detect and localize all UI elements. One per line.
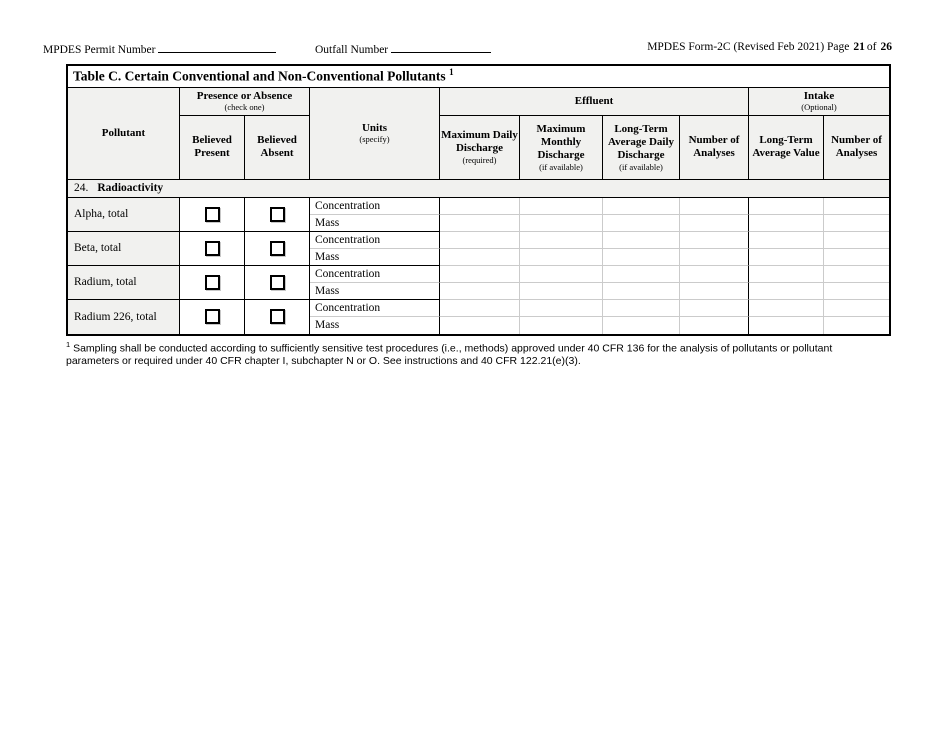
col-header-max-monthly-discharge xyxy=(520,116,603,180)
data-cell[interactable] xyxy=(520,283,603,300)
max-daily-label: Maximum Daily Discharge xyxy=(441,129,518,155)
num-analyses-label: Number of Analyses xyxy=(688,134,740,160)
col-group-intake xyxy=(749,88,889,116)
col-header-intake-number-of-analyses xyxy=(824,116,889,180)
data-cell[interactable] xyxy=(749,215,824,232)
col-header-longterm-avg-daily-discharge xyxy=(603,116,680,180)
table-row xyxy=(68,300,889,317)
col-header-longterm-avg-value xyxy=(749,116,824,180)
data-cell[interactable] xyxy=(440,300,520,317)
believed-present-cell xyxy=(180,300,245,334)
presence-group-note: (check one) xyxy=(224,102,265,113)
data-cell[interactable] xyxy=(603,317,680,334)
col-header-number-of-analyses xyxy=(680,116,749,180)
believed-present-checkbox[interactable] xyxy=(205,309,220,324)
section-row-radioactivity xyxy=(68,180,889,198)
form-info-prefix: MPDES Form-2C (Revised Feb 2021) Page xyxy=(647,41,850,53)
data-cell[interactable] xyxy=(440,249,520,266)
believed-absent-cell xyxy=(245,198,310,232)
lt-avg-daily-label: Long-Term Average Daily Discharge xyxy=(607,122,675,161)
page-number: 21 xyxy=(853,41,865,53)
data-cell[interactable] xyxy=(749,300,824,317)
data-cell[interactable] xyxy=(520,266,603,283)
intake-group-label: Intake xyxy=(803,89,835,102)
outfall-number-field xyxy=(315,41,491,56)
col-header-believed-present xyxy=(180,116,245,180)
units-concentration-label: Concentration xyxy=(310,198,440,215)
units-concentration-label: Concentration xyxy=(310,266,440,283)
units-mass-label: Mass xyxy=(310,317,440,334)
footnote xyxy=(66,341,887,367)
data-cell[interactable] xyxy=(680,266,749,283)
col-header-units xyxy=(310,88,440,180)
data-cell[interactable] xyxy=(680,215,749,232)
data-cell[interactable] xyxy=(680,283,749,300)
data-cell[interactable] xyxy=(680,249,749,266)
data-cell[interactable] xyxy=(749,198,824,215)
col-group-effluent xyxy=(440,88,749,116)
believed-present-checkbox[interactable] xyxy=(205,207,220,222)
believed-absent-checkbox[interactable] xyxy=(270,207,285,222)
units-header-label: Units xyxy=(361,121,388,134)
units-concentration-label: Concentration xyxy=(310,232,440,249)
units-concentration-label: Concentration xyxy=(310,300,440,317)
data-cell[interactable] xyxy=(749,283,824,300)
table-row xyxy=(68,232,889,249)
footnote-text: Sampling shall be conducted according to sufficiently sensitive test procedures (i.e., methods) approved under 40 CFR 136 for the analysis of pollutants or pollutant parameters or required under 40 CFR chapter I, subchapter N or O. See instructions and 40 CFR 122.21(e)(3). xyxy=(66,342,833,367)
data-cell[interactable] xyxy=(824,215,889,232)
data-cell[interactable] xyxy=(520,300,603,317)
footnote-ref: 1 xyxy=(66,340,71,349)
data-cell[interactable] xyxy=(824,232,889,249)
believed-absent-cell xyxy=(245,300,310,334)
data-cell[interactable] xyxy=(603,300,680,317)
data-cell[interactable] xyxy=(440,283,520,300)
units-mass-label: Mass xyxy=(310,215,440,232)
section-title: Radioactivity xyxy=(97,182,164,195)
outfall-number-blank[interactable] xyxy=(391,41,491,53)
believed-absent-checkbox[interactable] xyxy=(270,275,285,290)
data-cell[interactable] xyxy=(520,215,603,232)
form-info xyxy=(647,41,894,53)
data-cell[interactable] xyxy=(520,317,603,334)
data-cell[interactable] xyxy=(749,317,824,334)
table-row xyxy=(68,266,889,283)
units-mass-label: Mass xyxy=(310,283,440,300)
data-cell[interactable] xyxy=(824,300,889,317)
col-group-presence-absence xyxy=(180,88,310,116)
believed-present-checkbox[interactable] xyxy=(205,275,220,290)
believed-absent-cell xyxy=(245,232,310,266)
units-mass-label: Mass xyxy=(310,249,440,266)
col-header-believed-absent xyxy=(245,116,310,180)
effluent-group-label: Effluent xyxy=(574,94,614,107)
believed-absent-cell xyxy=(245,266,310,300)
data-cell[interactable] xyxy=(603,198,680,215)
believed-absent-checkbox[interactable] xyxy=(270,309,285,324)
total-pages: 26 xyxy=(880,41,892,53)
data-cell[interactable] xyxy=(520,198,603,215)
data-cell[interactable] xyxy=(749,266,824,283)
data-cell[interactable] xyxy=(824,249,889,266)
data-cell[interactable] xyxy=(440,266,520,283)
data-cell[interactable] xyxy=(749,232,824,249)
believed-present-cell xyxy=(180,266,245,300)
data-cell[interactable] xyxy=(824,283,889,300)
permit-number-label: MPDES Permit Number xyxy=(43,44,156,56)
data-cell[interactable] xyxy=(440,215,520,232)
believed-present-checkbox[interactable] xyxy=(205,241,220,256)
data-cell[interactable] xyxy=(680,198,749,215)
data-cell[interactable] xyxy=(680,232,749,249)
units-header-note: (specify) xyxy=(359,134,390,145)
data-cell[interactable] xyxy=(520,249,603,266)
pollutant-name-radium-226-total: Radium 226, total xyxy=(68,300,180,334)
pollutant-header-label: Pollutant xyxy=(101,126,146,139)
data-cell[interactable] xyxy=(440,198,520,215)
page-header xyxy=(0,41,950,57)
max-monthly-note: (if available) xyxy=(539,161,583,172)
pollutant-name-alpha-total: Alpha, total xyxy=(68,198,180,232)
pollutant-name-beta-total: Beta, total xyxy=(68,232,180,266)
data-cell[interactable] xyxy=(680,317,749,334)
data-cell[interactable] xyxy=(603,232,680,249)
believed-present-label: Believed Present xyxy=(192,134,232,160)
believed-present-cell xyxy=(180,232,245,266)
believed-present-cell xyxy=(180,198,245,232)
permit-number-blank[interactable] xyxy=(158,41,276,53)
table-title xyxy=(68,66,889,88)
data-cell[interactable] xyxy=(824,266,889,283)
data-cell[interactable] xyxy=(824,317,889,334)
lt-avg-daily-note: (if available) xyxy=(619,161,663,172)
table-c xyxy=(66,64,891,336)
title-footnote-ref: 1 xyxy=(449,67,454,77)
max-monthly-label: Maximum Monthly Discharge xyxy=(536,122,586,161)
pollutant-name-radium-total: Radium, total xyxy=(68,266,180,300)
data-cell[interactable] xyxy=(824,198,889,215)
permit-number-field xyxy=(43,41,276,56)
of-word: of xyxy=(866,41,877,53)
data-cell[interactable] xyxy=(603,283,680,300)
max-daily-note: (required) xyxy=(462,155,497,166)
intake-group-note: (Optional) xyxy=(801,102,837,113)
data-cell[interactable] xyxy=(520,232,603,249)
believed-absent-checkbox[interactable] xyxy=(270,241,285,256)
intake-num-analyses-label: Number of Analyses xyxy=(831,134,882,160)
data-cell[interactable] xyxy=(603,215,680,232)
col-header-max-daily-discharge xyxy=(440,116,520,180)
data-cell[interactable] xyxy=(440,232,520,249)
lt-avg-value-label: Long-Term Average Value xyxy=(752,134,820,160)
table-title-text: Table C. Certain Conventional and Non-Conventional Pollutants xyxy=(73,68,446,84)
data-cell[interactable] xyxy=(440,317,520,334)
data-cell[interactable] xyxy=(603,266,680,283)
table-row xyxy=(68,198,889,215)
data-cell[interactable] xyxy=(680,300,749,317)
data-cell[interactable] xyxy=(603,249,680,266)
col-header-pollutant xyxy=(68,88,180,180)
data-cell[interactable] xyxy=(749,249,824,266)
presence-group-label: Presence or Absence xyxy=(196,89,293,102)
outfall-number-label: Outfall Number xyxy=(315,44,389,56)
section-number: 24. xyxy=(74,182,89,195)
believed-absent-label: Believed Absent xyxy=(257,134,297,160)
